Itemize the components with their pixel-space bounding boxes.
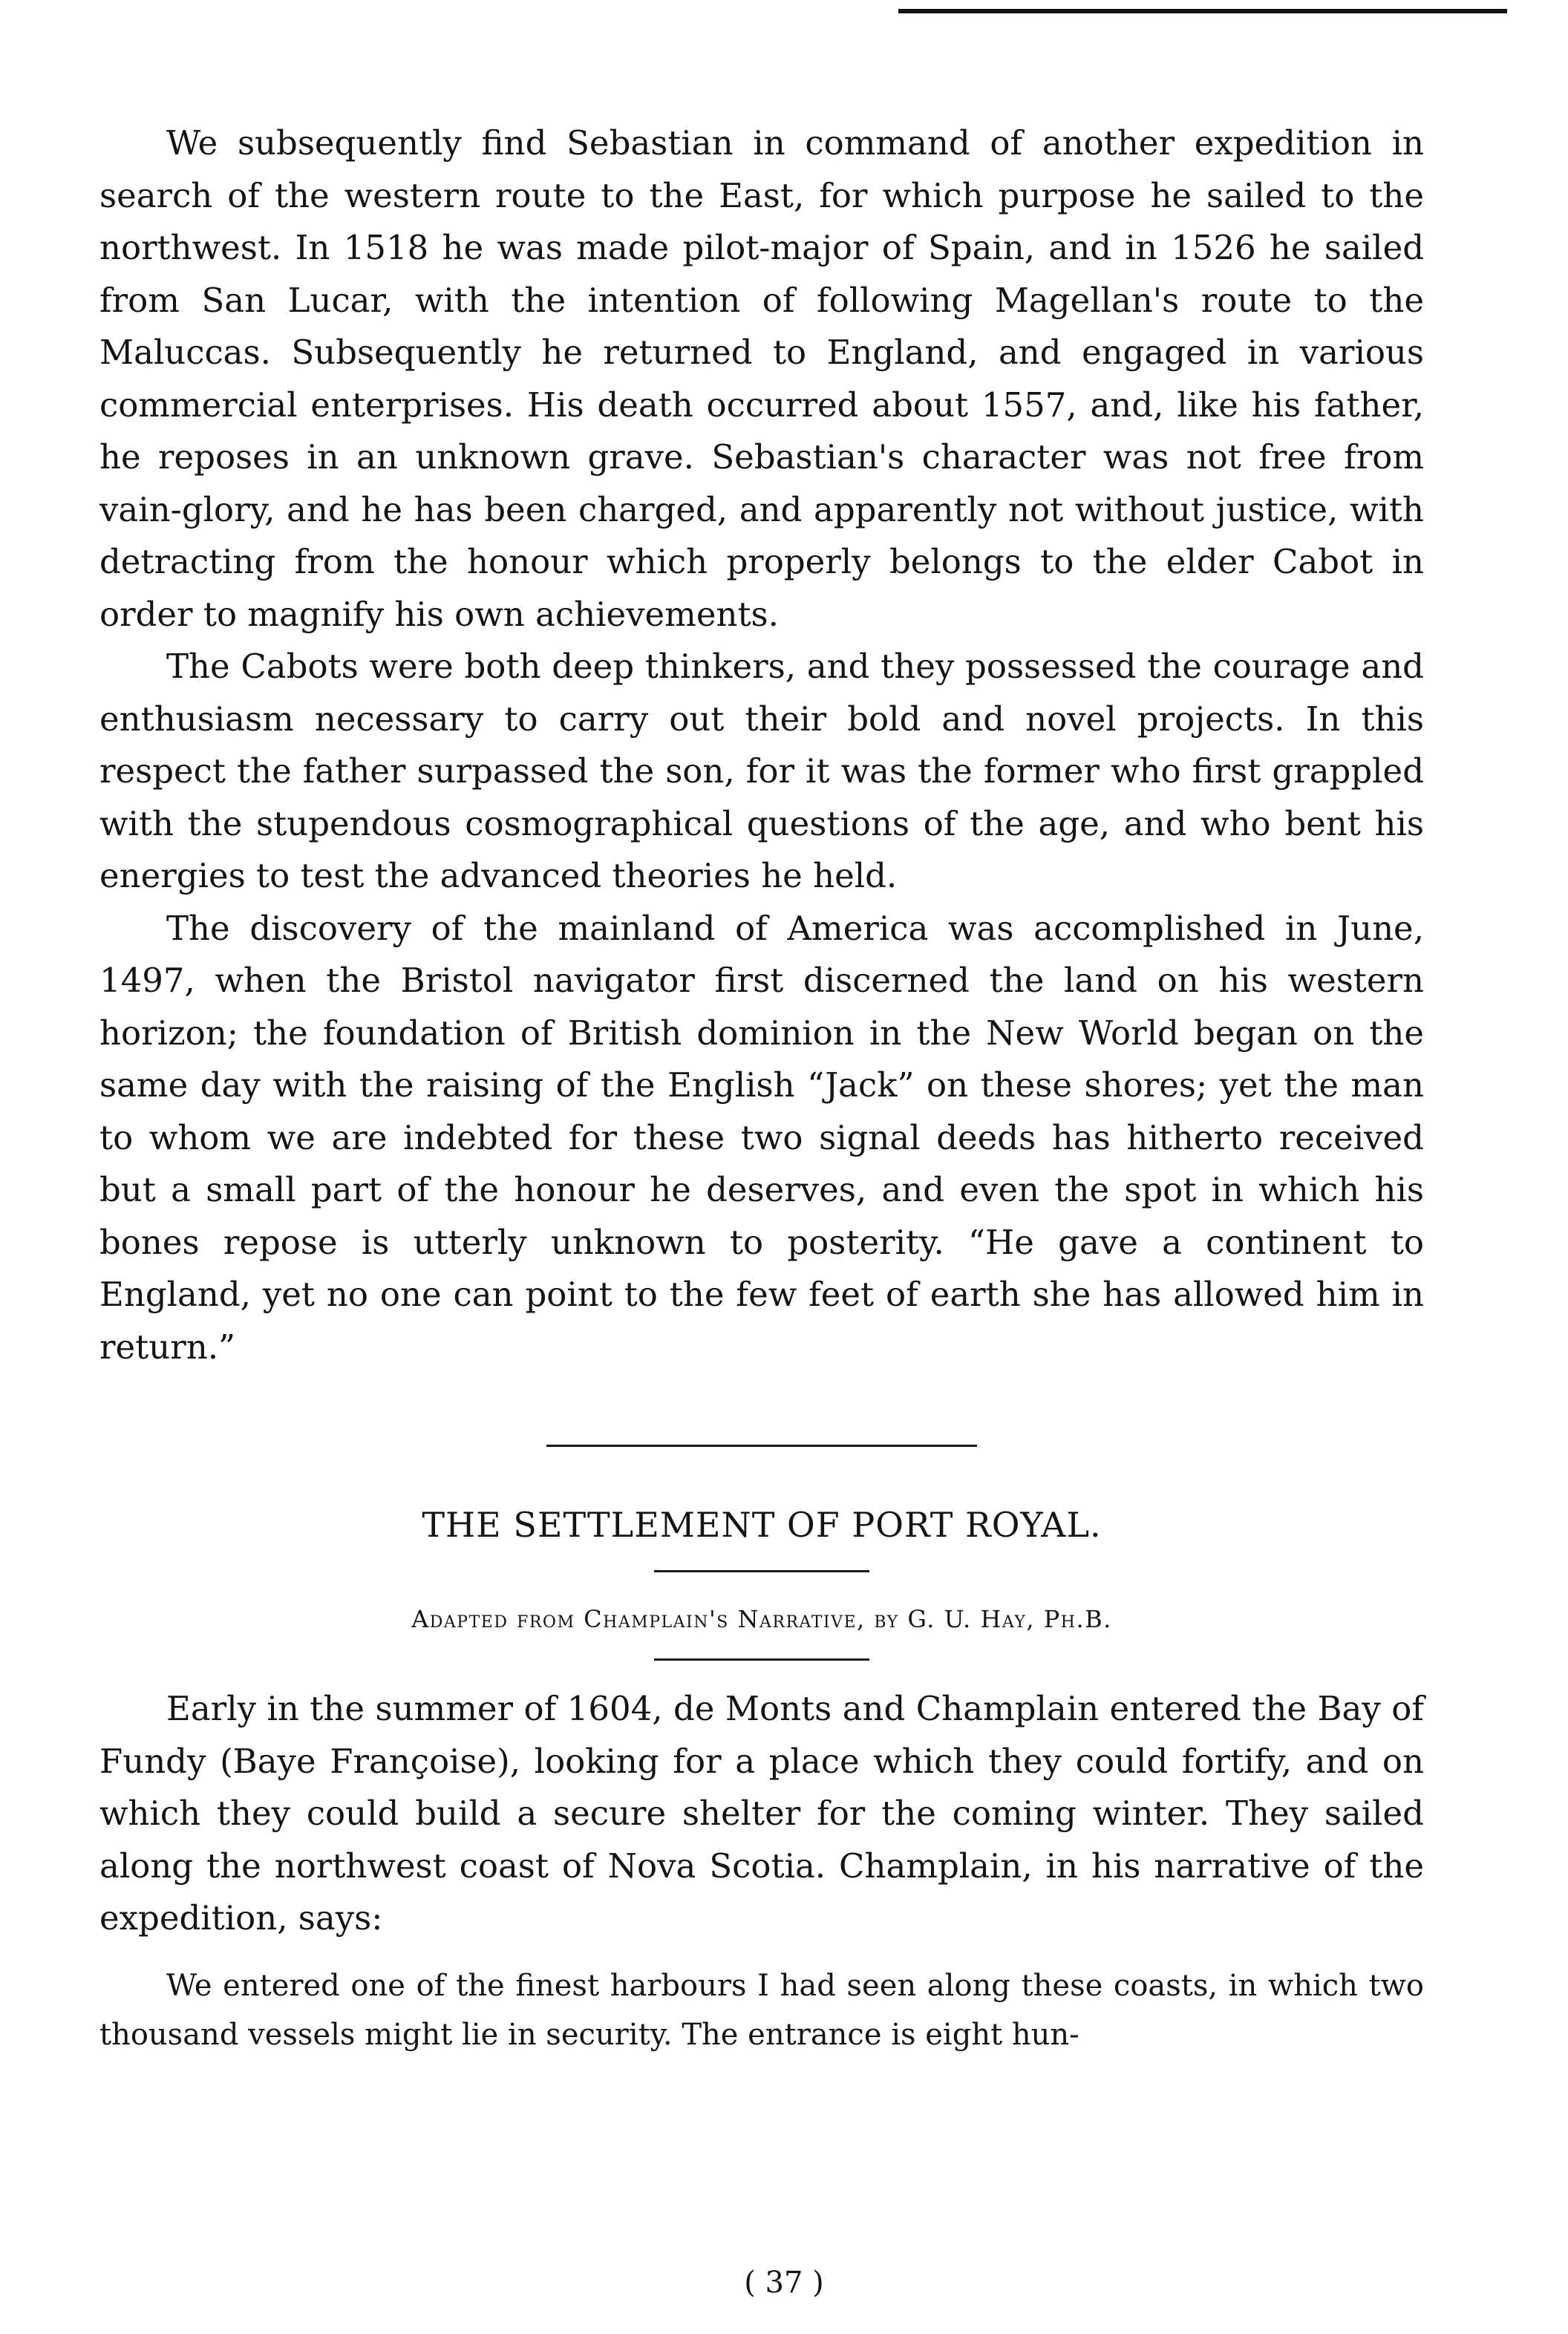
paragraph-port-royal: Early in the summer of 1604, de Monts and Champlain entered the Bay of Fundy (Baye Françoise), looking for a place which they could fortify, and on which they could build a secure shelter for the coming winter. They sailed along the northwest coast of Nova Scotia. Champlain, in his narrative of the expedition, says:: [99, 1689, 1424, 1938]
paragraph-cabots: The Cabots were both deep thinkers, and they possessed the courage and enthusiasm necessary to carry out their bold and novel projects. In this respect the father surpassed the son, for it was the former who first grappled with the stupendous cosmographical questions of the age, and who bent his energies to test the advanced theories he held.: [99, 647, 1424, 895]
page-content: [99, 117, 1424, 2059]
paragraph-sebastian: We subsequently find Sebastian in command of another expedition in search of the western route to the East, for which purpose he sailed to the northwest. In 1518 he was made pilot-major of Spain, and in 1526 he sailed from San Lucar, with the intention of following Magellan's route to the Maluccas. Subsequently he returned to England, and engaged in various commercial enterprises. His death occurred about 1557, and, like his father, he reposes in an unknown grave. Sebastian's character was not free from vain-glory, and he has been charged, and apparently not without justice, with detracting from the honour which properly belongs to the elder Cabot in order to magnify his own achievements.: [99, 123, 1424, 634]
paragraph-discovery: The discovery of the mainland of America was accomplished in June, 1497, when the Bristol navigator first discerned the land on his western horizon; the foundation of British dominion in the New World began on the same day with the raising of the English “Jack” on these shores; yet the man to whom we are indebted for these two signal deeds has hitherto received but a small part of the honour he deserves, and even the spot in which his bones repose is utterly unknown to posterity. “He gave a continent to England, yet no one can point to the few feet of earth she has allowed him in return.”: [99, 908, 1424, 1367]
section-byline: Adapted from Champlain's Narrative, by G. U. Hay, Ph.B.: [411, 1605, 1112, 1633]
top-edge-rule: [898, 9, 1507, 13]
champlain-quote: We entered one of the finest harbours I had seen along these coasts, in which two thousand vessels might lie in security. The entrance is eight hun-: [99, 1968, 1424, 2052]
title-rule: [654, 1570, 869, 1572]
page-number: ( 37 ): [744, 2266, 824, 2300]
section-title: THE SETTLEMENT OF PORT ROYAL.: [422, 1505, 1102, 1545]
byline-rule: [654, 1658, 869, 1661]
section-body: [99, 1683, 1424, 2059]
section-divider: [546, 1445, 977, 1447]
